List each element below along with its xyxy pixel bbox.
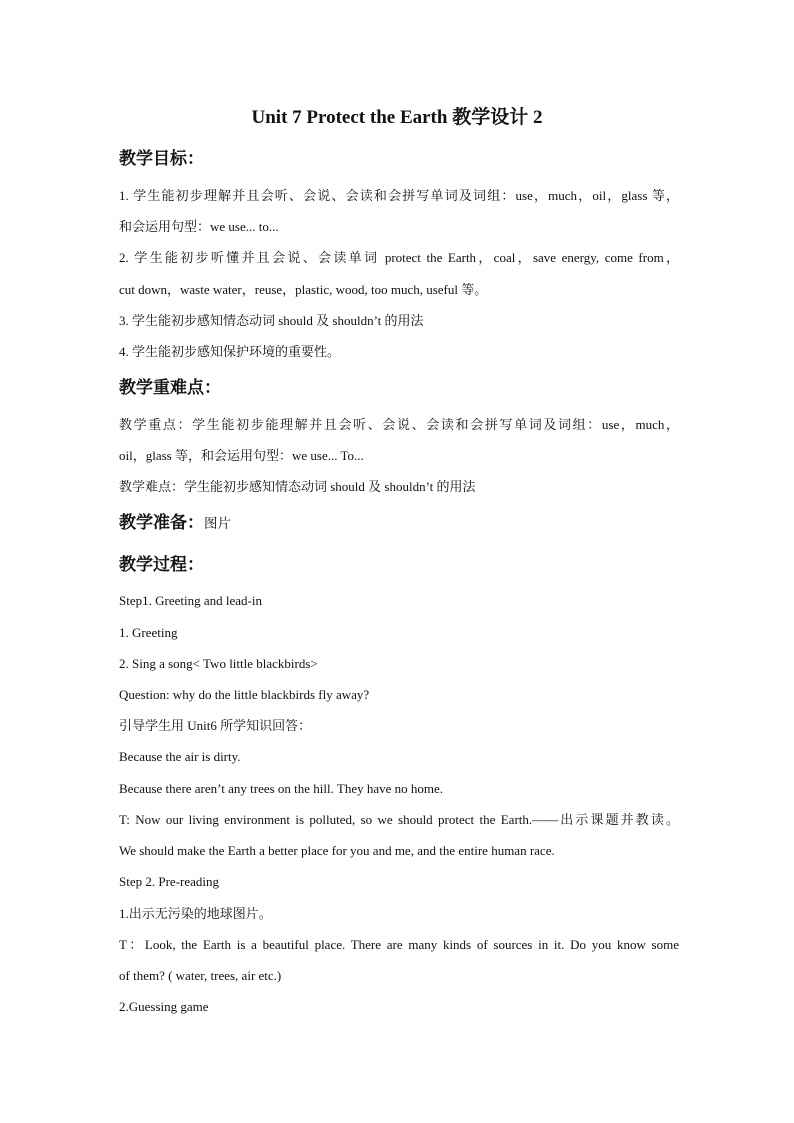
process-line: Step1. Greeting and lead-in [119, 593, 262, 608]
process-line: T: Now our living environment is polluted, so we should protect the Earth.——出示课题并教读。 [119, 812, 679, 827]
objective-line: 2. 学生能初步听懂并且会说、会读单词 protect the Earth，coal，save energy, come from， [119, 250, 679, 265]
objective-line: 4. 学生能初步感知保护环境的重要性。 [119, 344, 341, 359]
key-point-line: 教学难点：学生能初步感知情态动词 should 及 shouldn’t 的用法 [119, 479, 476, 494]
process-line: 引导学生用 Unit6 所学知识回答： [119, 718, 312, 733]
process-heading: 教学过程： [119, 555, 204, 574]
process-line: Question: why do the little blackbirds fly away? [119, 687, 370, 702]
objectives-heading: 教学目标： [119, 149, 204, 168]
page-title: Unit 7 Protect the Earth 教学设计 2 [251, 107, 543, 128]
key-point-line: oil，glass 等，和会运用句型：we use... To... [119, 448, 364, 463]
objective-line: 3. 学生能初步感知情态动词 should 及 shouldn’t 的用法 [119, 313, 424, 328]
process-line: Because there aren’t any trees on the hill. They have no home. [119, 781, 444, 796]
objective-line: 1. 学生能初步理解并且会听、会说、会读和会拼写单词及词组：use，much，oil，glass 等， [119, 188, 679, 203]
process-line: We should make the Earth a better place for you and me, and the entire human race. [119, 843, 555, 858]
objective-line: cut down，waste water，reuse，plastic, wood, too much, useful 等。 [119, 282, 488, 297]
process-line: Because the air is dirty. [119, 749, 241, 764]
process-line: Step 2. Pre-reading [119, 874, 220, 889]
key-point-line: 教学重点：学生能初步能理解并且会听、会说、会读和会拼写单词及词组：use，much， [119, 417, 679, 432]
key-points-heading: 教学重难点： [119, 378, 221, 397]
process-line: 2. Sing a song< Two little blackbirds> [119, 656, 318, 671]
process-line: T：Look, the Earth is a beautiful place. There are many kinds of sources in it. Do you know some [119, 937, 679, 952]
process-line: of them? ( water, trees, air etc.) [119, 968, 282, 983]
process-line: 1. Greeting [119, 625, 178, 640]
objective-line: 和会运用句型：we use... to... [119, 219, 279, 234]
preparation-value: 图片 [204, 516, 231, 531]
process-line: 1.出示无污染的地球图片。 [119, 906, 272, 921]
process-line: 2.Guessing game [119, 999, 209, 1014]
preparation-label: 教学准备： [119, 513, 204, 532]
preparation-heading [119, 512, 231, 535]
